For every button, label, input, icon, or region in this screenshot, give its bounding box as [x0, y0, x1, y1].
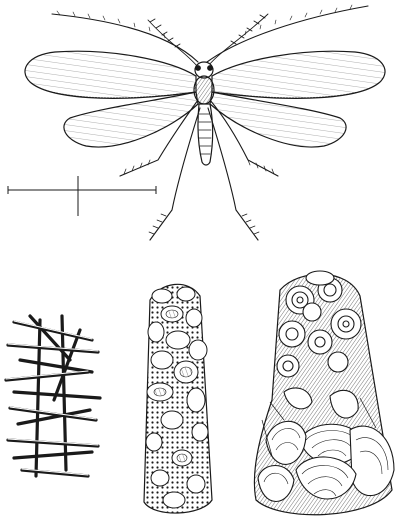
gravel-case — [144, 284, 212, 513]
thorax — [194, 76, 214, 104]
right-hindwing — [210, 92, 346, 147]
abdomen — [198, 104, 213, 165]
left-hindwing — [64, 92, 198, 147]
shell-case — [254, 271, 394, 515]
left-forewing — [25, 51, 196, 98]
right-forewing — [212, 51, 385, 98]
stick-case — [6, 316, 100, 476]
adult-caddisfly — [25, 5, 385, 240]
palps — [148, 14, 268, 66]
scale-mark — [8, 176, 156, 216]
